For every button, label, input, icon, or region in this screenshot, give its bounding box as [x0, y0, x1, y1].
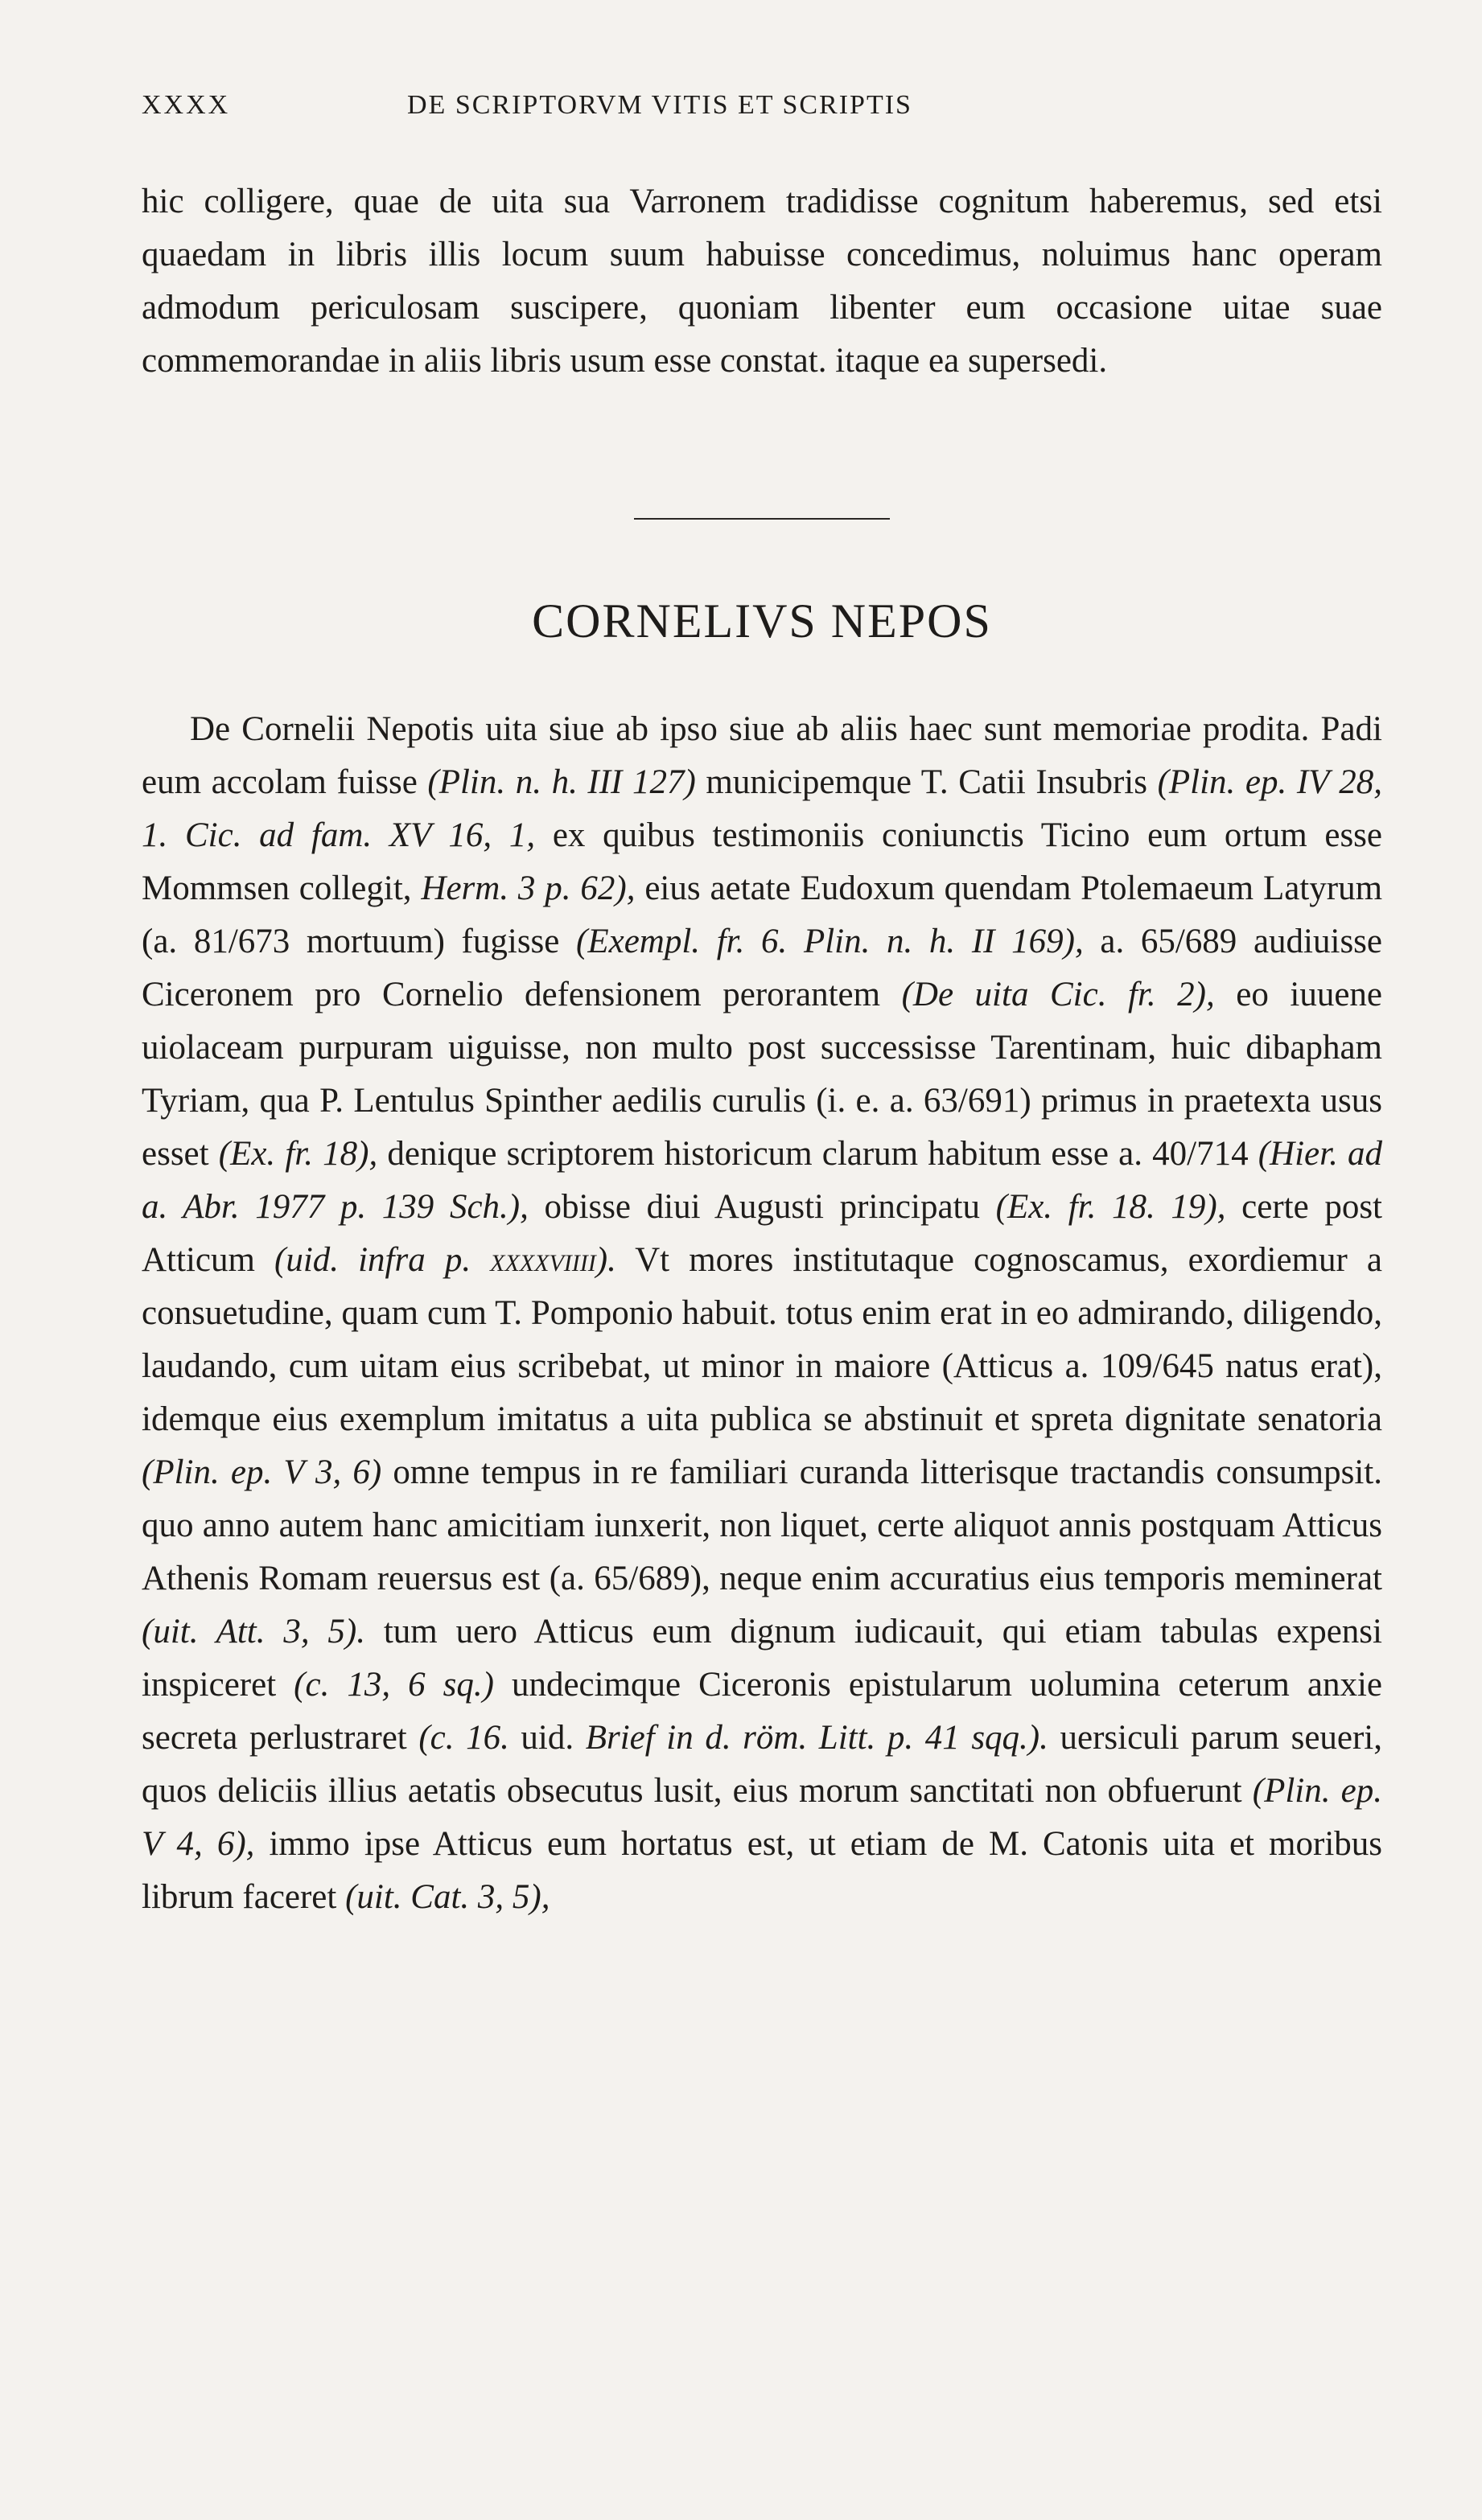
- citation: (Plin. ep. V 4, 6),: [142, 1772, 1382, 1863]
- text-segment: Vt mores institutaque cognoscamus, exordiemur a consuetudine, quam cum T. Pomponio habuit. totus enim erat in eo admirando, diligendo, laudando, cum uitam eius scribebat, ut minor in maiore (Atticus a. 109/645 natus erat), idemque eius exemplum imitatus a uita publica se abstinuit et spreta dignitate senatoria: [142, 1241, 1382, 1438]
- citation: Herm. 3 p. 62),: [421, 869, 636, 907]
- citation: (uit. Att. 3, 5).: [142, 1613, 365, 1651]
- text-segment: municipemque T. Catii Insubris: [695, 763, 1158, 801]
- text-segment: omne tempus in re familiari curanda litterisque tractandis consumpsit. quo anno autem hanc amicitiam iunxerit, non liquet, certe aliquot annis postquam Atticus Athenis Romam reuersus est (a. 65/689), neque enim accuratius eius temporis meminerat: [142, 1453, 1383, 1597]
- text-segment: uersiculi parum seueri, quos deliciis illius aetatis obsecutus lusit, eius morum sanctitati non obfuerunt: [142, 1719, 1383, 1810]
- page-number: XXXX: [142, 90, 231, 120]
- citation: (uit. Cat. 3, 5),: [345, 1878, 550, 1916]
- text-segment: undecimque Ciceronis epistularum uolumina ceterum anxie secreta perlustraret: [142, 1666, 1382, 1757]
- text-segment: immo ipse Atticus eum hortatus est, ut etiam de M. Catonis uita et moribus librum faceret: [142, 1825, 1382, 1916]
- citation: (c. 16.: [418, 1719, 509, 1757]
- text-segment: eius aetate Eudoxum quendam Ptolemaeum Latyrum (a. 81/673 mortuum) fugisse: [142, 869, 1383, 960]
- citation: (Exempl. fr. 6. Plin. n. h. II 169),: [576, 923, 1084, 960]
- section-divider: [634, 518, 890, 520]
- running-title: DE SCRIPTORVM VITIS ET SCRIPTIS: [407, 90, 912, 120]
- text-segment: uid.: [508, 1719, 586, 1757]
- citation: (c. 13, 6 sq.): [294, 1666, 494, 1704]
- citation: (uid. infra p.: [274, 1241, 491, 1279]
- citation: Brief in d. röm. Litt. p. 41 sqq.).: [585, 1719, 1048, 1757]
- section-heading: CORNELIVS NEPOS: [532, 594, 992, 647]
- citation: (De uita Cic. fr. 2),: [901, 976, 1215, 1013]
- running-header: [142, 90, 1382, 138]
- text-segment: a. 65/689 audiuisse Ciceronem pro Cornelio defensionem perorantem: [142, 923, 1382, 1013]
- citation: (Plin. ep. V 3, 6): [142, 1453, 382, 1491]
- citation: (Ex. fr. 18. 19),: [995, 1188, 1226, 1226]
- intro-paragraph: hic colligere, quae de uita sua Varronem tradidisse cognitum haberemus, sed etsi quaedam in libris illis locum suum habuisse concedimus, noluimus hanc operam admodum periculosam suscipere, quoniam libenter eum occasione uitae suae commemorandae in aliis libris usum esse constat. itaque ea supersedi.: [142, 183, 1382, 380]
- citation-page-roman: xxxxviiii: [490, 1241, 596, 1279]
- text-segment: De Cornelii Nepotis uita siue ab ipso siue ab aliis haec sunt memoriae prodita. Padi eum accolam fuisse: [142, 710, 1382, 801]
- body-paragraph: [142, 703, 1382, 1924]
- citation: (Ex. fr. 18),: [218, 1135, 378, 1173]
- text-segment: eo iuuene uiolaceam purpuram uiguisse, non multo post successisse Tarentinam, huic dibapham Tyriam, qua P. Lentulus Spinther aedilis curulis (i. e. a. 63/691) primus in praetexta usus esset: [142, 976, 1382, 1173]
- text-segment: ex quibus testimoniis coniunctis Ticino eum ortum esse Mommsen collegit,: [142, 816, 1383, 907]
- text-segment: certe post Atticum: [142, 1188, 1382, 1279]
- citation: ).: [595, 1241, 616, 1279]
- citation: (Plin. n. h. III 127): [427, 763, 696, 801]
- text-segment: obisse diui Augusti principatu: [528, 1188, 996, 1226]
- citation: (Plin. ep. IV 28, 1. Cic. ad fam. XV 16, 1,: [142, 763, 1383, 854]
- citation: (Hier. ad a. Abr. 1977 p. 139 Sch.),: [142, 1135, 1383, 1226]
- text-segment: denique scriptorem historicum clarum habitum esse a. 40/714: [377, 1135, 1258, 1173]
- text-segment: tum uero Atticus eum dignum iudicauit, qui etiam tabulas expensi inspiceret: [142, 1613, 1382, 1704]
